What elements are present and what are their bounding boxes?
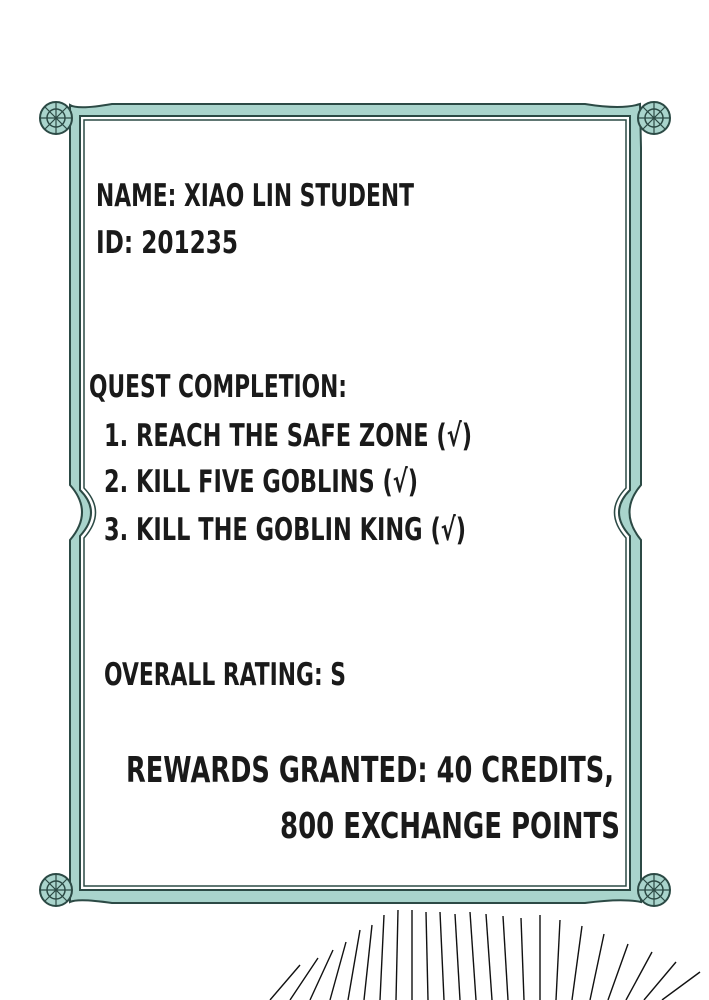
rewards-line <box>280 806 709 847</box>
quest-item <box>104 418 611 454</box>
overall-rating-text: OVERALL RATING: S <box>104 657 346 693</box>
impact-burst-lines <box>270 910 700 1000</box>
quest-item <box>104 464 537 500</box>
corner-ornament-bottom-left <box>40 874 72 906</box>
overall-rating <box>104 657 448 693</box>
quest-item-text: 1. REACH THE SAFE ZONE (√) <box>104 418 472 454</box>
rewards-line <box>126 750 709 791</box>
quest-item-text: 3. KILL THE GOBLIN KING (√) <box>104 512 466 548</box>
corner-ornament-top-right <box>638 102 670 134</box>
rewards-line-text: 800 EXCHANGE POINTS <box>280 806 620 847</box>
quest-item-text: 2. KILL FIVE GOBLINS (√) <box>104 464 418 500</box>
quest-item <box>104 512 603 548</box>
rewards-line-text: REWARDS GRANTED: 40 CREDITS, <box>126 750 614 791</box>
corner-ornament-top-left <box>40 102 72 134</box>
corner-ornament-bottom-right <box>638 874 670 906</box>
quest-heading <box>89 369 457 405</box>
student-name <box>96 178 548 214</box>
quest-heading-text: QUEST COMPLETION: <box>89 369 347 405</box>
student-id <box>96 225 286 261</box>
student-id-text: ID: 201235 <box>96 225 238 261</box>
student-name-text: NAME: XIAO LIN STUDENT <box>96 178 414 214</box>
